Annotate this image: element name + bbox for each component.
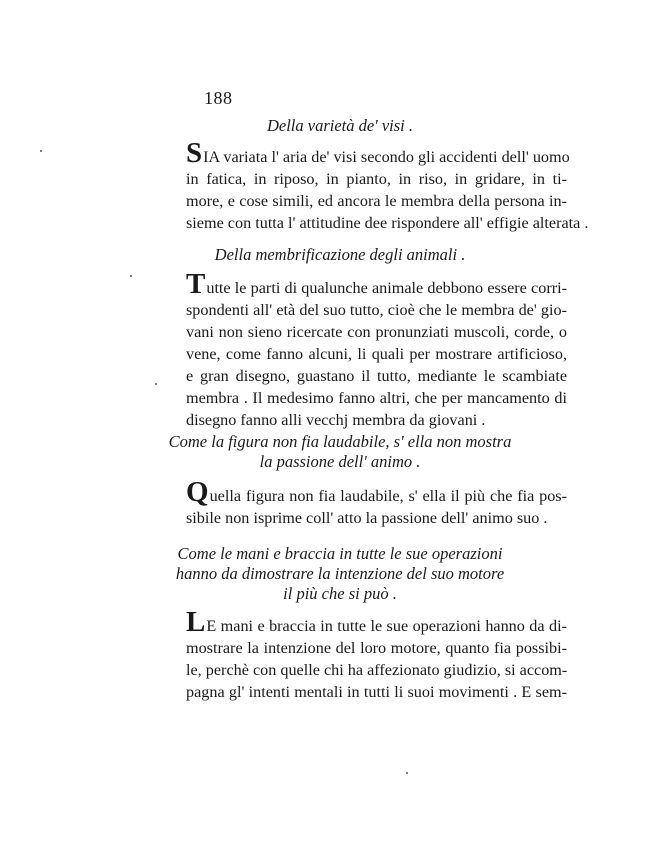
paragraph-line: membra . Il medesimo fanno altri, che per mancamento di xyxy=(186,389,567,407)
section-heading xyxy=(150,432,530,472)
paragraph-line: pagna gl' intenti mentali in tutti li suoi movimenti . E sem- xyxy=(186,683,567,701)
paragraph-line: spondenti all' età del suo tutto, cioè che le membra de' gio- xyxy=(186,301,567,319)
page-number: 188 xyxy=(204,88,233,108)
paragraph-line: Quella figura non fia laudabile, s' ella il più che fia pos- xyxy=(186,476,567,508)
paragraph-line: le, perchè con quelle chi ha affezionato giudizio, si accom- xyxy=(186,661,568,679)
section-heading xyxy=(150,245,530,265)
paragraph-line: sieme con tutta l' attitudine dee rispondere all' effigie alterata . xyxy=(186,214,589,232)
section-paragraph xyxy=(186,606,568,703)
heading-line: hanno da dimostrare la intenzione del suo motore xyxy=(175,564,505,583)
drop-cap: L xyxy=(186,606,206,638)
heading-line: il più che si può . xyxy=(283,584,397,603)
drop-cap: S xyxy=(186,137,203,169)
heading-line: Della varietà de' visi . xyxy=(266,116,414,135)
paragraph-line: in fatica, in riposo, in pianto, in riso, in gridare, in ti- xyxy=(186,170,567,188)
heading-line: Come la figura non fia laudabile, s' ella non mostra xyxy=(168,432,512,451)
paragraph-line: e gran disegno, guastano il tutto, mediante le scambiate xyxy=(186,367,567,385)
section-heading xyxy=(150,116,530,136)
paragraph-line: more, e cose simili, ed ancora le membra della persona in- xyxy=(186,192,567,210)
paper-speck xyxy=(130,275,132,277)
paragraph-line: mostrare la intenzione del loro motore, quanto fia possibi- xyxy=(186,639,567,657)
paper-speck xyxy=(406,772,408,774)
heading-line: Come le mani e braccia in tutte le sue operazioni xyxy=(177,544,503,563)
paragraph-line: LE mani e braccia in tutte le sue operazioni hanno da di- xyxy=(186,606,567,638)
drop-cap: Q xyxy=(186,476,209,508)
section-paragraph xyxy=(186,137,589,234)
paragraph-line: SIA variata l' aria de' visi secondo gli accidenti dell' uomo xyxy=(186,137,570,169)
paragraph-line: Tutte le parti di qualunche animale debbono essere corri- xyxy=(186,268,567,300)
section-paragraph xyxy=(186,268,567,431)
drop-cap: T xyxy=(186,268,206,300)
paragraph-line: vene, come fanno alcuni, li quali per mostrare artificioso, xyxy=(186,345,567,363)
paragraph-line: disegno fanno alli vecchj membra da giovani . xyxy=(186,411,486,429)
paragraph-line: sibile non isprime coll' atto la passione dell' animo suo . xyxy=(186,509,548,527)
paragraph-line: vani non sieno ricercate con pronunziati muscoli, corde, o xyxy=(186,323,567,341)
paper-speck xyxy=(40,150,42,152)
heading-line: Della membrificazione degli animali . xyxy=(214,245,466,264)
paper-speck xyxy=(155,383,157,385)
heading-line: la passione dell' animo . xyxy=(259,452,421,471)
section-paragraph xyxy=(186,476,567,529)
section-heading xyxy=(150,544,530,604)
